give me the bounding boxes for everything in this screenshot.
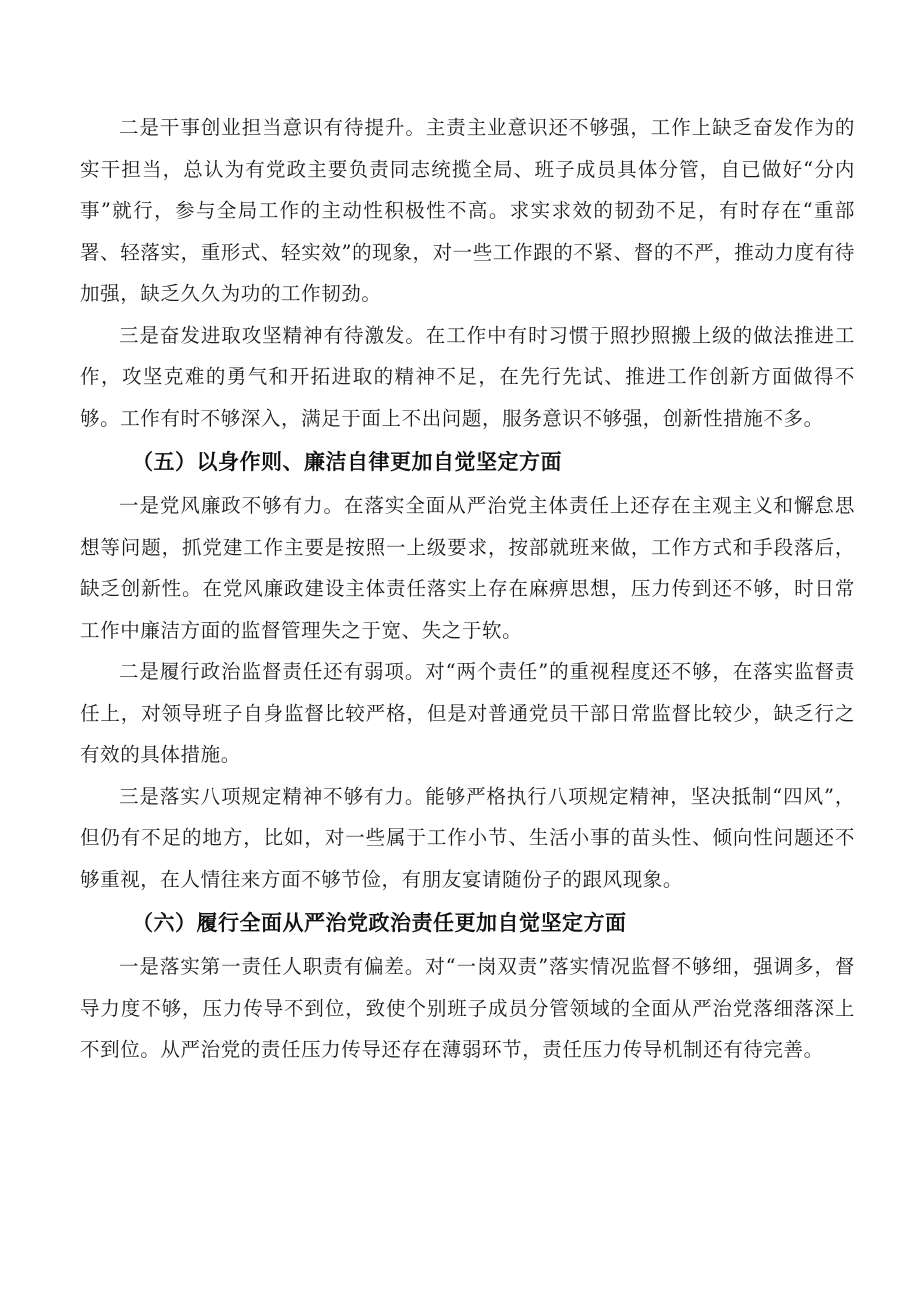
paragraph-party-conduct: 一是党风廉政不够有力。在落实全面从严治党主体责任上还存在主观主义和懈怠思想等问题，抓党建工作主要是按照一上级要求，按部就班来做，工作方式和手段落后，缺乏创新性。在党风廉政建设主体责任落实上存在麻痹思想，压力传到还不够，时日常工作中廉洁方面的监督管理失之于宽、失之于软。 xyxy=(80,494,855,642)
paragraph-enterprise-responsibility: 二是干事创业担当意识有待提升。主责主业意识还不够强，工作上缺乏奋发作为的实干担当，总认为有党政主要负责同志统揽全局、班子成员具体分管，自已做好“分内事”就行，参与全局工作的主动性积极性不高。求实求效的韧劲不足，有时存在“重部署、轻落实，重形式、轻实效”的现象，对一些工作跟的不紧、督的不严，推动力度有待加强，缺乏久久为功的工作韧劲。 xyxy=(80,116,855,305)
document-body xyxy=(80,107,855,1071)
paragraph-first-responsibility: 一是落实第一责任人职责有偏差。对“一岗双责”落实情况监督不够细，强调多，督导力度不够，压力传导不到位，致使个别班子成员分管领域的全面从严治党落细落深上不到位。从严治党的责任压力传导还存在薄弱环节，责任压力传导机制还有待完善。 xyxy=(80,955,855,1061)
section-heading-5: （五）以身作则、廉洁自律更加自觉坚定方面 xyxy=(132,450,562,474)
section-heading-6: （六）履行全面从严治党政治责任更加自觉坚定方面 xyxy=(132,911,627,935)
paragraph-striving-spirit: 三是奋发进取攻坚精神有待激发。在工作中有时习惯于照抄照搬上级的做法推进工作，攻坚克难的勇气和开拓进取的精神不足，在先行先试、推进工作创新方面做得不够。工作有时不够深入，满足于面上不出问题，服务意识不够强，创新性措施不多。 xyxy=(80,323,855,430)
paragraph-political-supervision: 二是履行政治监督责任还有弱项。对“两个责任”的重视程度还不够，在落实监督责任上，对领导班子自身监督比较严格，但是对普通党员干部日常监督比较少，缺乏行之有效的具体措施。 xyxy=(80,660,855,766)
paragraph-eight-regulations: 三是落实八项规定精神不够有力。能够严格执行八项规定精神，坚决抵制“四风”，但仍有不足的地方，比如，对一些属于工作小节、生活小事的苗头性、倾向性问题还不够重视，在人情往来方面不够节俭，有朋友宴请随份子的跟风现象。 xyxy=(80,784,855,891)
